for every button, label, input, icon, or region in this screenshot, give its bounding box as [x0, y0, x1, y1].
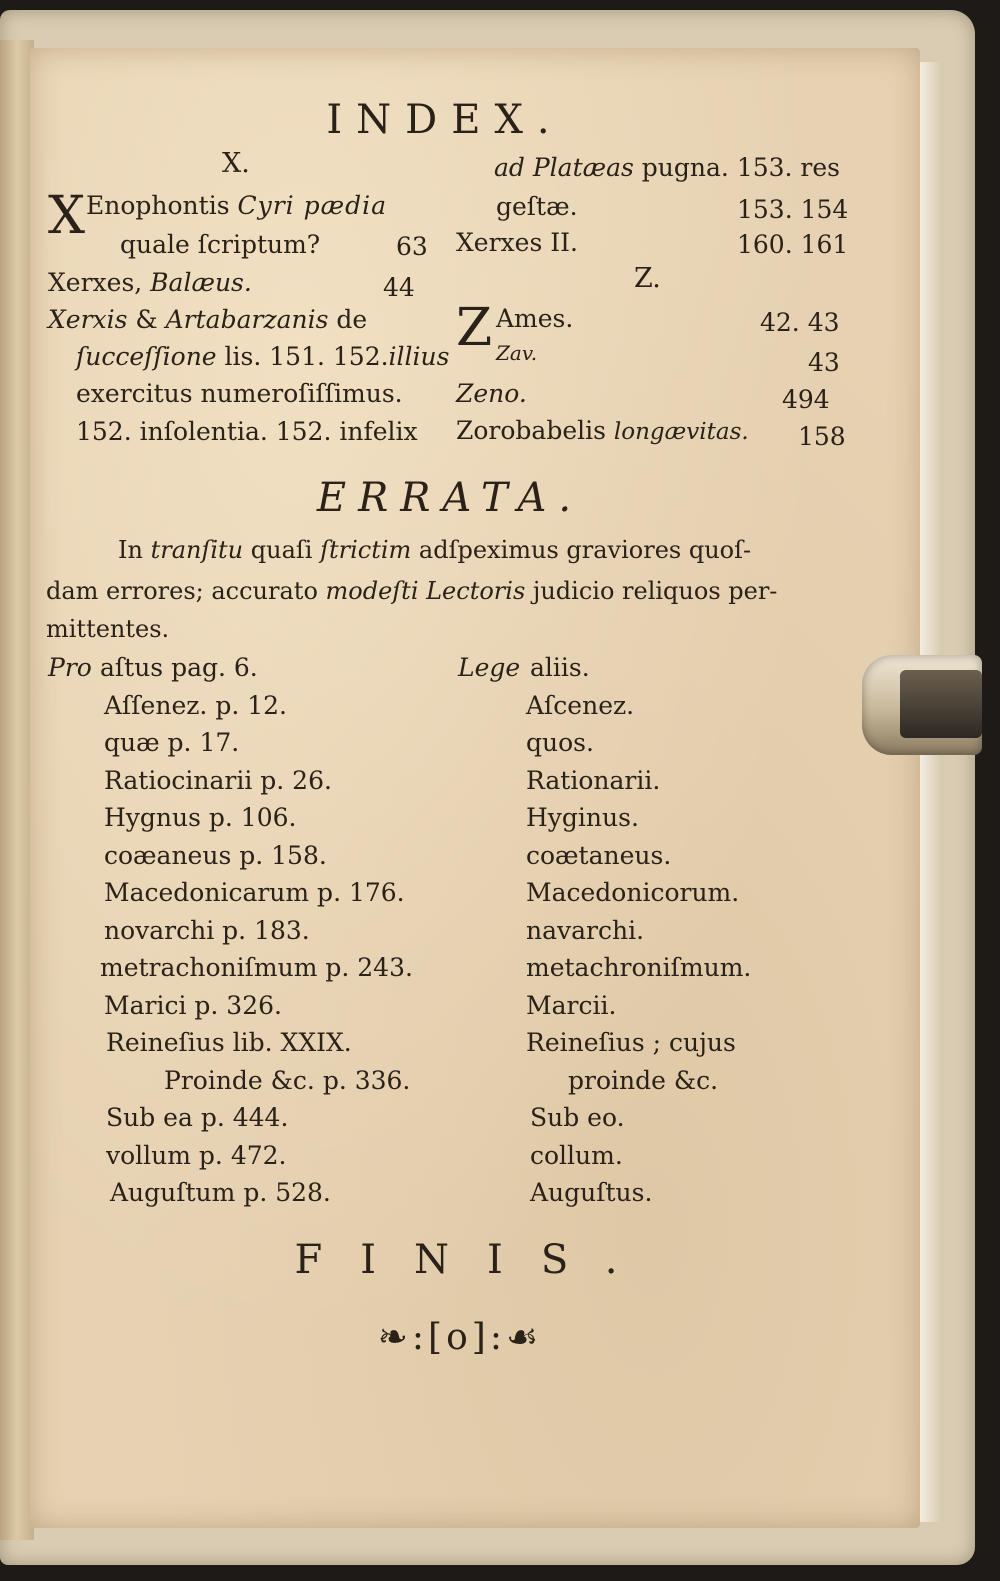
- errata-pro-item: Sub ea p. 444.: [106, 1103, 289, 1132]
- index-entry-plataeas: ad Platæas pugna. 153. res: [494, 153, 840, 182]
- errata-pro-label: Pro: [48, 653, 92, 682]
- errata-intro-line-3: mittentes.: [46, 615, 170, 643]
- index-entry-xerxis: Xerxis & Artabarzanis de: [48, 305, 368, 334]
- errata-lege-item: metachroniſmum.: [526, 953, 752, 982]
- errata-lege-item: Marcii.: [526, 990, 617, 1020]
- index-num: 44: [383, 273, 415, 302]
- index-entry-xerxes: Xerxes, Balæus.: [48, 268, 252, 297]
- errata-lege-item: quos.: [526, 728, 594, 757]
- errata-pro-item: vollum p. 472.: [106, 1140, 287, 1170]
- finis-title: FINIS.: [294, 1237, 656, 1283]
- index-title: INDEX.: [326, 97, 564, 143]
- errata-pro-item: Reineſius lib. XXIX.: [106, 1028, 352, 1057]
- errata-pro-item: Ratiocinarii p. 26.: [104, 765, 332, 795]
- errata-lege-item: Macedonicorum.: [526, 878, 740, 907]
- dropcap-x: X: [48, 186, 86, 246]
- errata-pro-item: Aſſenez. p. 12.: [104, 690, 287, 720]
- errata-intro-line-2: dam errores; accurato modeſti Lectoris judicio reliquos per-: [46, 577, 778, 605]
- errata-title: ERRATA.: [316, 475, 584, 521]
- closing-ornament: ❧:[o]:☙: [377, 1317, 543, 1358]
- errata-lege-item: navarchi.: [526, 915, 645, 945]
- book-spine-edge: [0, 40, 34, 1540]
- index-entry-xenophontis: Enophontis Cyri pædia: [86, 191, 388, 220]
- errata-pro-item: coæaneus p. 158.: [104, 840, 327, 870]
- errata-pro-item: metrachoniſmum p. 243.: [100, 953, 413, 982]
- errata-lege-item: Reineſius ; cujus: [526, 1028, 736, 1057]
- errata-lege-item: Rationarii.: [526, 765, 661, 795]
- errata-lege-item: Aſcenez.: [526, 690, 635, 720]
- errata-lege-item: collum.: [530, 1140, 623, 1170]
- index-entry-exercitus: exercitus numeroſiſſimus.: [76, 379, 403, 408]
- book-clasp-strap: [900, 670, 982, 738]
- index-num: 42. 43: [760, 308, 840, 337]
- errata-pro-item: aſtus pag. 6.: [100, 653, 258, 682]
- index-entry-quale: quale ſcriptum?: [120, 230, 321, 259]
- index-letter-x: X.: [222, 148, 250, 179]
- errata-pro-item: Marici p. 326.: [104, 990, 282, 1020]
- errata-lege-label: Lege: [458, 653, 521, 682]
- errata-pro-item: Hygnus p. 106.: [104, 803, 297, 832]
- index-entry-ames: Ames.: [496, 304, 574, 333]
- errata-lege-item: aliis.: [530, 653, 590, 682]
- index-entry-zorobabelis: Zorobabelis longævitas.: [456, 416, 749, 445]
- errata-lege-item: proinde &c.: [568, 1065, 719, 1095]
- errata-lege-item: Sub eo.: [530, 1103, 625, 1132]
- index-entry-gestae: geſtæ.: [496, 192, 578, 221]
- index-num: 158: [798, 422, 846, 451]
- index-num: 153. 154: [737, 195, 849, 224]
- index-num: 160. 161: [737, 230, 849, 259]
- index-num: 494: [782, 385, 830, 414]
- errata-pro-item: Macedonicarum p. 176.: [104, 878, 405, 907]
- errata-pro-item: Proinde &c. p. 336.: [164, 1065, 411, 1095]
- index-entry-successione: ſucceſſione lis. 151. 152.illius: [76, 342, 450, 371]
- errata-lege-item: Hyginus.: [526, 803, 639, 832]
- errata-intro-line-1: In tranſitu quaſi ſtrictim adſpeximus graviores quoſ-: [118, 536, 752, 564]
- index-entry-zav: Zav.: [496, 341, 538, 365]
- index-entry-insolentia: 152. inſolentia. 152. infelix: [76, 417, 418, 446]
- dropcap-z: Z: [456, 298, 493, 358]
- errata-pro-item: Auguſtum p. 528.: [110, 1178, 331, 1207]
- errata-lege-item: Auguſtus.: [530, 1178, 653, 1207]
- index-entry-zeno: Zeno.: [456, 379, 527, 408]
- index-num: 63: [396, 232, 428, 261]
- errata-lege-item: coætaneus.: [526, 840, 672, 870]
- errata-pro-item: novarchi p. 183.: [104, 915, 310, 945]
- index-entry-xerxes-ii: Xerxes II.: [456, 228, 578, 257]
- index-num: 43: [808, 348, 840, 377]
- errata-pro-item: quæ p. 17.: [104, 728, 240, 757]
- index-letter-z: Z.: [634, 263, 661, 294]
